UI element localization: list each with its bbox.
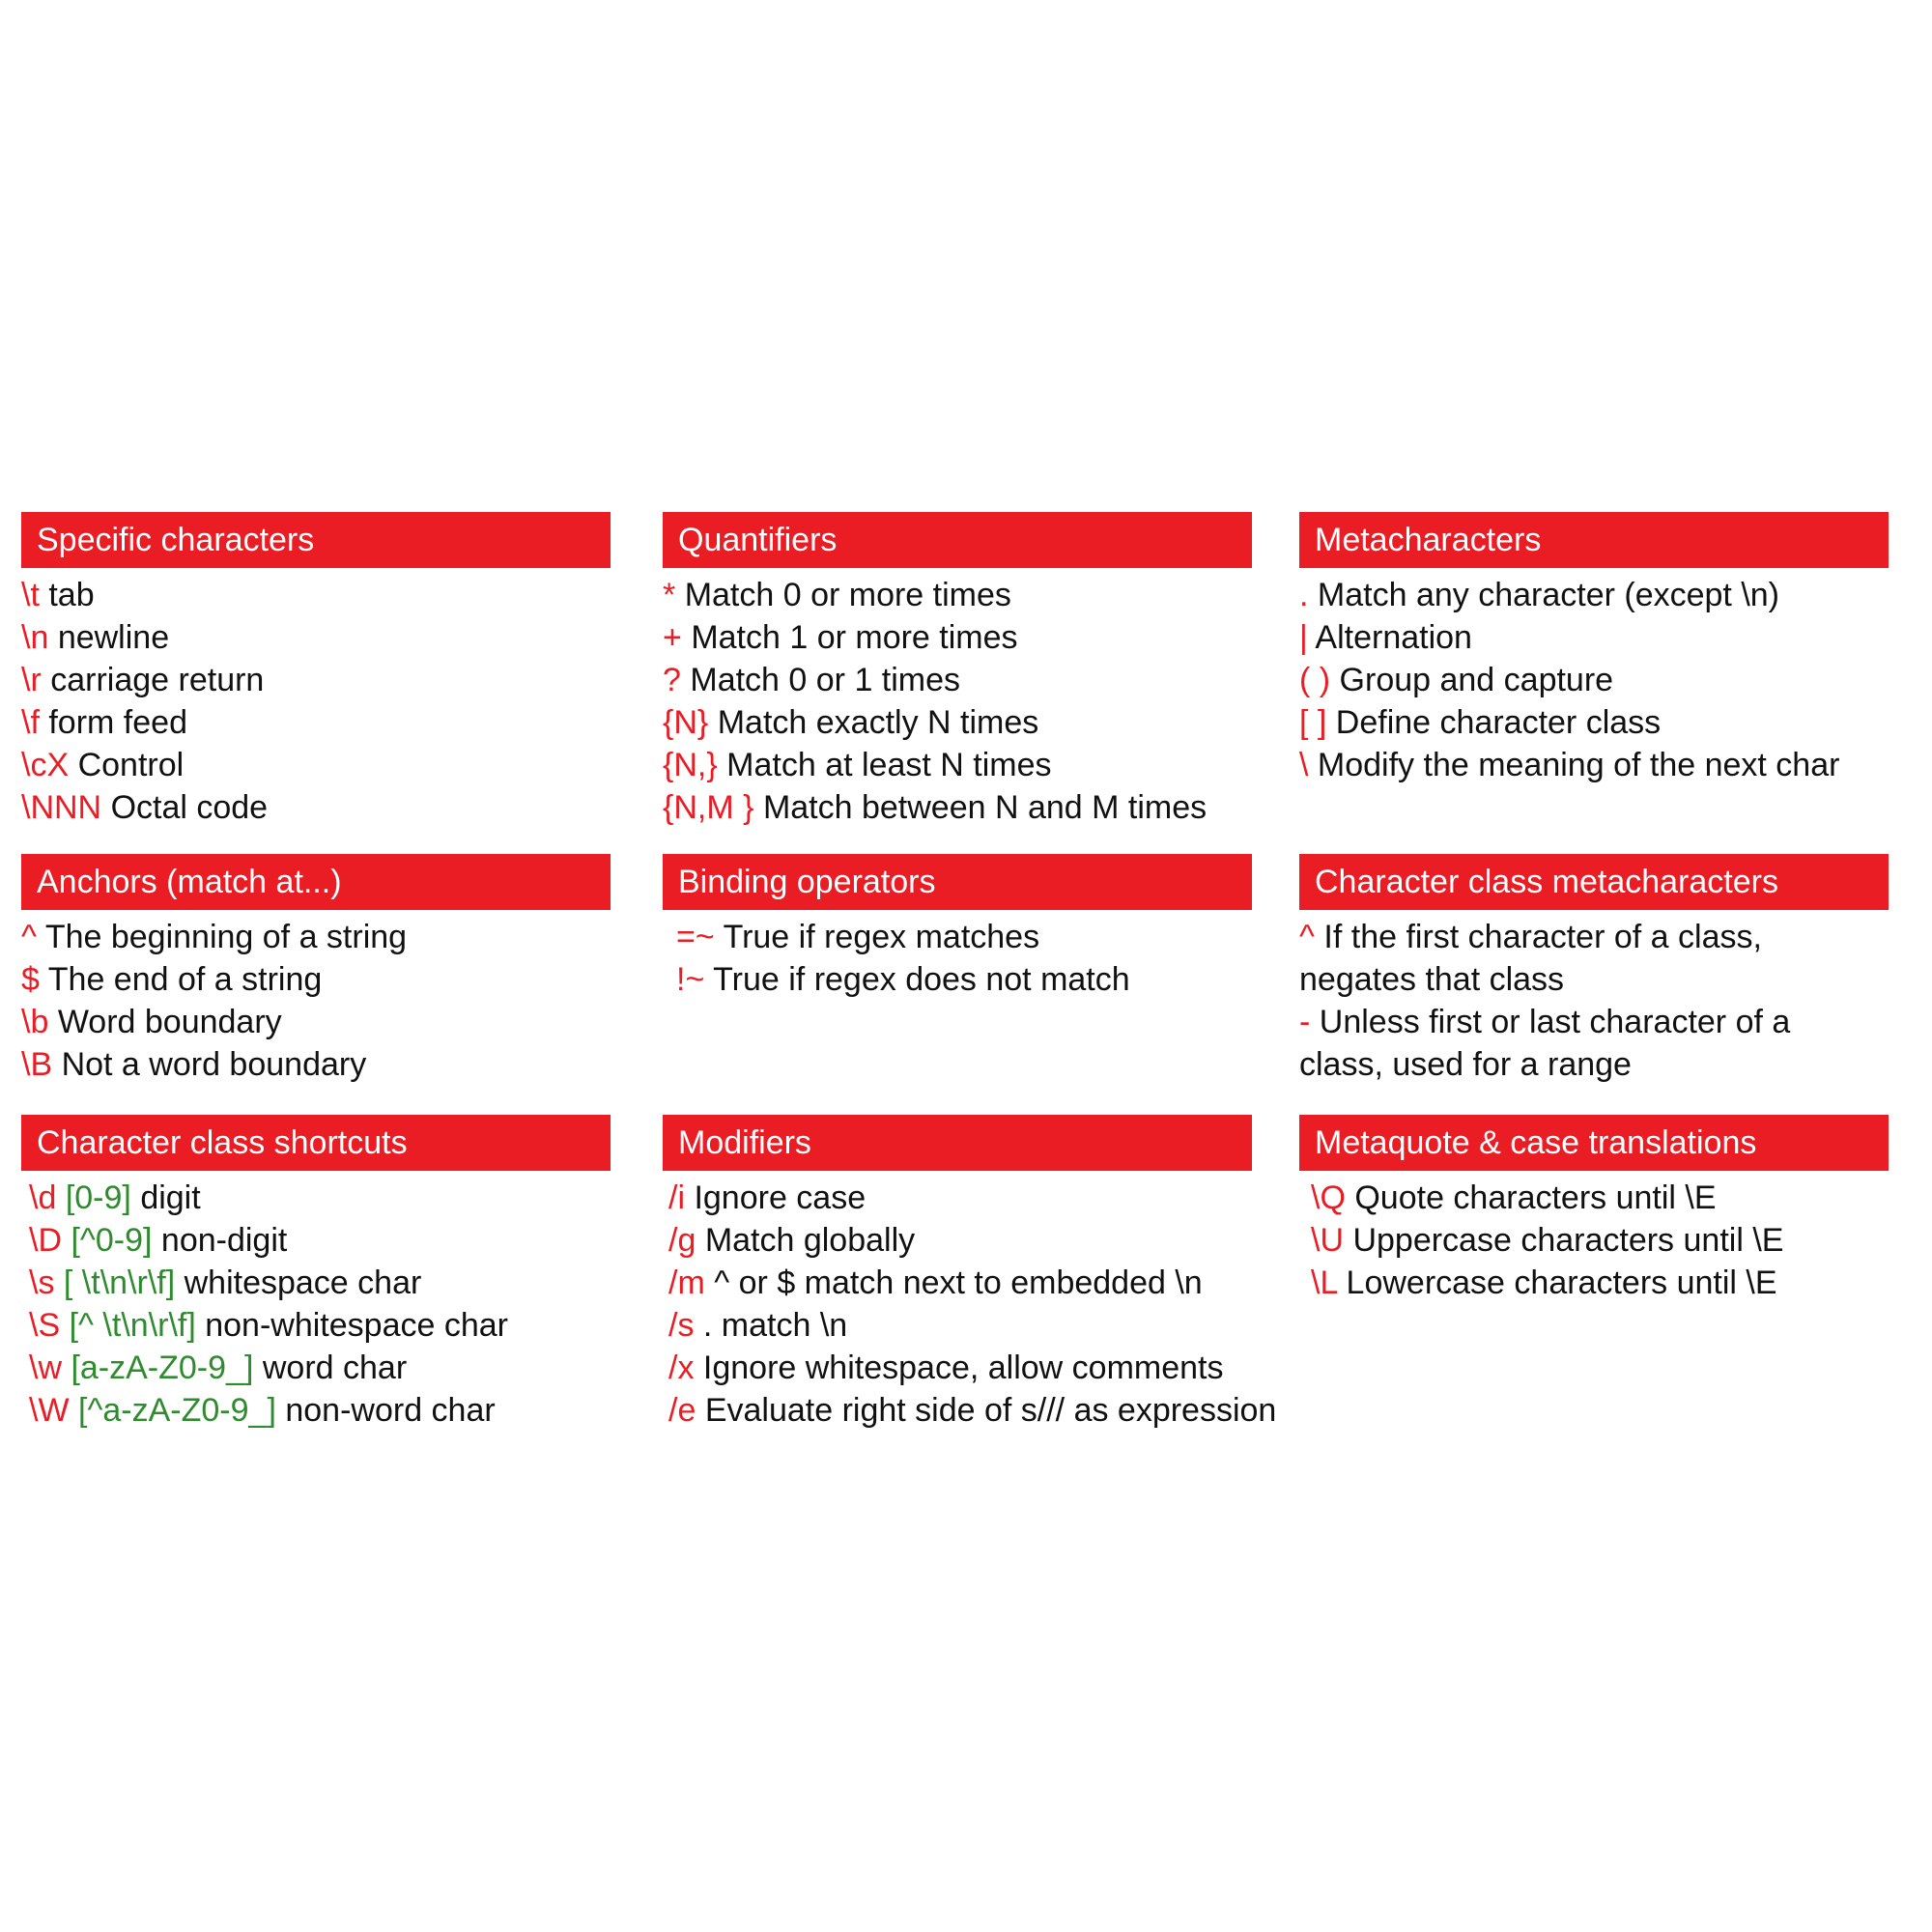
section-header: Quantifiers [663,512,1252,568]
regex-token: !~ [676,961,705,998]
item-description: digit [140,1179,201,1216]
regex-token: \cX [21,747,70,783]
item-description: Lowercase characters until \E [1346,1264,1777,1301]
regex-token: \d [29,1179,57,1216]
list-item [1299,916,1840,1001]
item-list [1299,1171,1889,1304]
regex-token: \D [29,1222,62,1259]
item-description: Quote characters until \E [1354,1179,1717,1216]
item-description: Match 1 or more times [691,619,1018,656]
section-header: Character class shortcuts [21,1115,611,1171]
list-item [668,1219,1252,1262]
item-description: ^ or $ match next to embedded \n [714,1264,1203,1301]
list-item [21,786,611,829]
regex-token: ( ) [1299,662,1331,698]
section-modifiers [663,1115,1277,1432]
item-description: non-whitespace char [205,1307,508,1344]
regex-token: \n [21,619,49,656]
regex-token: \r [21,662,42,698]
regex-token: /i [668,1179,685,1216]
regex-token: \ [1299,747,1309,783]
character-class: [0-9] [65,1179,131,1216]
section-header: Binding operators [663,854,1252,910]
list-item [676,916,1252,958]
list-item [663,701,1252,744]
regex-token: \L [1311,1264,1338,1301]
regex-token: /e [668,1392,696,1429]
item-description: tab [48,577,95,613]
item-description: Uppercase characters until \E [1352,1222,1784,1259]
section-character-class-shortcuts [21,1115,611,1432]
item-list [1299,910,1840,1086]
list-item [21,574,611,616]
regex-token: \S [29,1307,61,1344]
section-header: Modifiers [663,1115,1252,1171]
character-class: [^0-9] [71,1222,153,1259]
list-item [668,1177,1252,1219]
list-item [1299,616,1889,659]
regex-token: \f [21,704,40,741]
regex-token: . [1299,577,1309,613]
regex-token: \W [29,1392,70,1429]
item-description: newline [57,619,170,656]
character-class: [^ \t\n\r\f] [69,1307,196,1344]
list-item [1311,1177,1889,1219]
list-item [668,1304,1252,1347]
item-list [21,1171,611,1432]
regex-token: {N,} [663,747,718,783]
regex-token: \t [21,577,40,613]
list-item [29,1389,611,1432]
list-item [668,1389,1277,1432]
section-binding-operators [663,854,1252,1001]
section-quantifiers [663,512,1252,829]
regex-token: {N,M } [663,789,754,826]
item-description: Match 0 or more times [684,577,1011,613]
list-item [1299,701,1889,744]
section-specific-characters [21,512,611,829]
regex-token: /g [668,1222,696,1259]
item-description: Control [77,747,185,783]
regex-token: /m [668,1264,705,1301]
regex-token: | [1299,619,1308,656]
section-header: Anchors (match at...) [21,854,611,910]
item-list [21,568,611,829]
item-description: Match 0 or 1 times [690,662,961,698]
item-description: Define character class [1335,704,1662,741]
item-list [663,910,1252,1001]
list-item [668,1262,1252,1304]
list-item [663,574,1252,616]
regex-token: $ [21,961,40,998]
item-description: Evaluate right side of s/// as expression [704,1392,1277,1429]
regex-token: ^ [1299,919,1315,955]
list-item [668,1347,1252,1389]
section-metaquote [1299,1115,1889,1304]
list-item [21,701,611,744]
item-description: Match at least N times [726,747,1052,783]
list-item [1299,744,1889,786]
regex-token: \B [21,1046,53,1083]
list-item [29,1347,611,1389]
list-item [676,958,1252,1001]
list-item [29,1219,611,1262]
list-item [663,659,1252,701]
item-description: whitespace char [184,1264,422,1301]
character-class: [^a-zA-Z0-9_] [78,1392,276,1429]
item-description: . match \n [702,1307,848,1344]
list-item [663,786,1252,829]
regex-token: \NNN [21,789,102,826]
list-item [1311,1219,1889,1262]
regex-token: - [1299,1004,1311,1040]
item-description: Octal code [110,789,269,826]
regex-token: + [663,619,682,656]
regex-token: \U [1311,1222,1344,1259]
item-description: non-word char [285,1392,496,1429]
character-class: [a-zA-Z0-9_] [71,1350,254,1386]
item-description: The end of a string [47,961,323,998]
item-description: Match any character (except \n) [1317,577,1779,613]
item-description: Ignore case [694,1179,867,1216]
item-description: Match globally [704,1222,916,1259]
section-header: Metaquote & case translations [1299,1115,1889,1171]
item-description: Alternation [1315,619,1472,656]
list-item [1311,1262,1889,1304]
item-description: True if regex matches [723,919,1040,955]
item-list [663,568,1252,829]
item-description: non-digit [160,1222,288,1259]
section-header: Metacharacters [1299,512,1889,568]
list-item [1299,1001,1840,1086]
item-description: Group and capture [1339,662,1614,698]
item-description: True if regex does not match [713,961,1130,998]
list-item [21,916,611,958]
regex-token: ^ [21,919,37,955]
regex-token: ? [663,662,681,698]
item-list [21,910,611,1086]
list-item [29,1262,611,1304]
regex-token: =~ [676,919,715,955]
regex-token: /x [668,1350,695,1386]
regex-token: \Q [1311,1179,1346,1216]
section-anchors [21,854,611,1086]
list-item [1299,574,1889,616]
item-list [1299,568,1889,786]
item-description: The beginning of a string [44,919,408,955]
list-item [663,744,1252,786]
section-header: Character class metacharacters [1299,854,1889,910]
item-description: Not a word boundary [61,1046,367,1083]
list-item [21,659,611,701]
item-description: form feed [48,704,187,741]
item-description: Modify the meaning of the next char [1317,747,1840,783]
item-list [663,1171,1277,1432]
section-metacharacters [1299,512,1889,786]
list-item [1299,659,1889,701]
item-description: If the first character of a class, negates that class [1299,919,1762,998]
regex-token: [ ] [1299,704,1327,741]
regex-token: {N} [663,704,709,741]
character-class: [ \t\n\r\f] [63,1264,176,1301]
regex-token: \b [21,1004,49,1040]
item-description: Word boundary [57,1004,282,1040]
item-description: carriage return [50,662,265,698]
list-item [29,1304,611,1347]
regex-token: * [663,577,676,613]
list-item [29,1177,611,1219]
list-item [21,744,611,786]
regex-token: \s [29,1264,55,1301]
section-character-class-metacharacters [1299,854,1889,1086]
section-header: Specific characters [21,512,611,568]
regex-token: /s [668,1307,695,1344]
list-item [21,1001,611,1043]
list-item [663,616,1252,659]
list-item [21,616,611,659]
item-description: Match between N and M times [762,789,1208,826]
item-description: Ignore whitespace, allow comments [702,1350,1224,1386]
list-item [21,958,611,1001]
regex-token: \w [29,1350,62,1386]
item-description: Unless first or last character of a class, used for a range [1299,1004,1791,1083]
item-description: Match exactly N times [717,704,1039,741]
list-item [21,1043,611,1086]
item-description: word char [262,1350,408,1386]
